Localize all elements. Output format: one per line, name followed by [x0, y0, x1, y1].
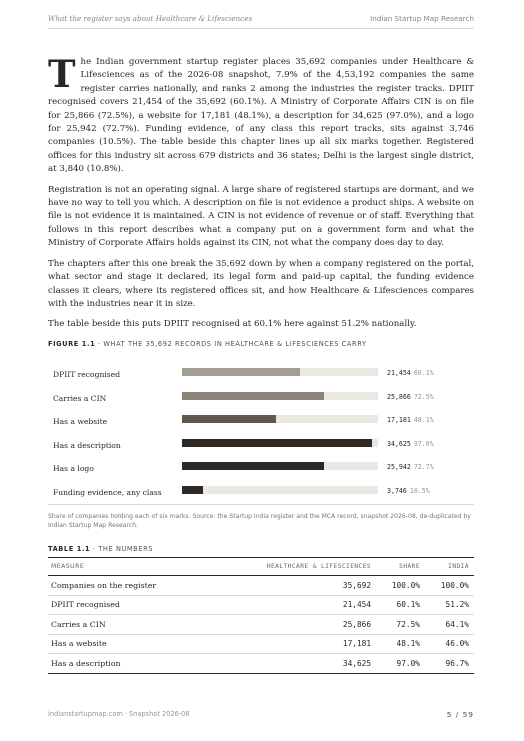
footer-source: indianstartupmap.com · Snapshot 2026-08: [48, 710, 190, 718]
bar: [182, 462, 324, 470]
figure-caption: Share of companies holding each of six marks. Source: the Startup India register and the MCA record, snapshot 2026-08, de-duplicated by Indian Startup Map Research.: [48, 513, 471, 529]
bar-row: [48, 389, 474, 413]
bar-value-label: [387, 487, 430, 495]
row-measure: Has a description: [48, 654, 215, 674]
bar-category-label: DPIIT recognised: [53, 370, 121, 379]
row-measure: Has a website: [48, 634, 215, 654]
bar-row: [48, 436, 474, 460]
bar-track: [182, 392, 378, 400]
bar-percent: 10.5%: [409, 486, 430, 495]
table-label: TABLE 1.1: [48, 545, 91, 553]
table-row: [48, 576, 474, 596]
row-share: 72.5%: [376, 615, 425, 635]
page-number: 5 / 59: [446, 710, 474, 719]
bar: [182, 439, 372, 447]
bar-percent: 72.5%: [413, 392, 434, 401]
bar-count: 17,181: [387, 416, 411, 424]
row-india: 51.2%: [425, 595, 474, 615]
bar-percent: 72.7%: [413, 463, 434, 471]
bar-count: 21,454: [387, 369, 411, 377]
bar-track: [182, 368, 378, 376]
row-count: 25,866: [215, 615, 376, 635]
bar-track: [182, 462, 378, 470]
bar-track: [182, 439, 378, 447]
bar-category-label: Funding evidence, any class: [53, 487, 162, 497]
bar-chart: [48, 356, 474, 506]
row-india: 100.0%: [425, 576, 474, 596]
bar: [182, 415, 276, 423]
bar-row: [48, 412, 474, 436]
bar-count: 25,866: [387, 392, 411, 401]
row-count: 34,625: [215, 654, 376, 674]
bar-category-label: Has a website: [53, 417, 108, 426]
table-row: [48, 595, 474, 615]
header-share: SHARE: [376, 558, 425, 576]
row-count: 35,692: [215, 576, 376, 596]
table-title-text: · THE NUMBERS: [90, 545, 154, 553]
bar-count: 3,746: [387, 486, 407, 495]
page-footer: [48, 710, 474, 719]
figure-title-text: · WHAT THE 35,692 RECORDS IN HEALTHCARE & LIFESCIENCES CARRY: [95, 340, 367, 348]
bar: [182, 486, 203, 494]
bar-category-label: Has a description: [53, 440, 121, 450]
bar-value-label: [387, 416, 434, 424]
table-title: [48, 545, 153, 553]
row-share: 48.1%: [376, 634, 425, 654]
bar-percent: 60.1%: [413, 369, 434, 377]
bar-category-label: Carries a CIN: [53, 393, 107, 403]
figure-title: [48, 340, 367, 348]
bar-percent: 48.1%: [413, 416, 434, 424]
running-head: [48, 14, 474, 29]
row-measure: Companies on the register: [48, 576, 215, 596]
row-measure: DPIIT recognised: [48, 595, 215, 615]
running-head-publisher: Indian Startup Map Research: [370, 14, 474, 23]
bar-value-label: [387, 440, 434, 448]
row-count: 21,454: [215, 595, 376, 615]
bar: [182, 392, 324, 400]
bar-value-label: [387, 393, 434, 401]
paragraph-3: The chapters after this one break the 35,692 down by when a company registered on the portal, what sector and stage it declared, its legal form and paid-up capital, the funding evidence classes it clears, where its registered offices sit, and how Healthcare & Lifesciences compares with the industries near it in size.: [48, 258, 474, 309]
figure-label: FIGURE 1.1: [48, 340, 96, 348]
numbers-table: [48, 557, 474, 674]
row-india: 96.7%: [425, 654, 474, 674]
table-row: [48, 634, 474, 654]
header-industry: HEALTHCARE & LIFESCIENCES: [215, 558, 376, 576]
row-india: 46.0%: [425, 634, 474, 654]
row-share: 97.0%: [376, 654, 425, 674]
row-count: 17,181: [215, 634, 376, 654]
bar-row: [48, 483, 474, 507]
bar-row: [48, 365, 474, 389]
bar-value-label: [387, 463, 434, 471]
paragraph-2: Registration is not an operating signal. A large share of registered startups are dormant, and we have no way to tell you which. A description on file is not evidence a product ships. A website on file is not evidence it is maintained. A CIN is not evidence of revenue or of staff. Everything that follows in this report describes what a company put on a government form and what the Ministry of Corporate Affairs holds against its CIN, not what the company does day to day.: [48, 184, 474, 249]
bar-track: [182, 415, 378, 423]
chapter-body: [48, 52, 474, 339]
header-india: INDIA: [425, 558, 474, 576]
paragraph-1-text: he Indian government startup register places 35,692 companies under Healthcare & Lifesciences as of the 2026-08 snapshot, 7.9% of the 4,53,192 companies the same register carries nationally, and ranks 2 among the industries the register tracks. DPIIT recognised covers 21,454 of the 35,692 (60.1%). A Ministry of Corporate Affairs CIN is on file for 25,866 (72.5%), a website for 17,181 (48.1%), a description for 34,625 (97.0%), and a logo for 25,942 (72.7%). Funding evidence, of any class this report tracks, sits against 3,746 companies (10.5%). The table beside this chapter lines up all six marks together. Registered offices for this industry sit across 679 districts and 36 states; Delhi is the largest single district, at 3,840 (10.8%).: [48, 57, 474, 175]
drop-cap: T: [48, 52, 76, 96]
paragraph-1: [48, 52, 474, 177]
bar-row: [48, 459, 474, 483]
table-header-row: [48, 558, 474, 576]
paragraph-4: The table beside this puts DPIIT recognised at 60.1% here against 51.2% nationally.: [48, 319, 417, 330]
bar-category-label: Has a logo: [53, 464, 94, 473]
bar-count: 25,942: [387, 463, 411, 471]
bar: [182, 368, 300, 376]
row-india: 64.1%: [425, 615, 474, 635]
row-share: 60.1%: [376, 595, 425, 615]
bar-percent: 97.0%: [413, 439, 434, 448]
bar-count: 34,625: [387, 439, 411, 448]
running-head-title: What the register says about Healthcare & Lifesciences: [48, 14, 253, 23]
bar-value-label: [387, 369, 434, 377]
header-measure: MEASURE: [48, 558, 215, 576]
table-row: [48, 654, 474, 674]
row-measure: Carries a CIN: [48, 615, 215, 635]
row-share: 100.0%: [376, 576, 425, 596]
table-row: [48, 615, 474, 635]
bar-track: [182, 486, 378, 494]
